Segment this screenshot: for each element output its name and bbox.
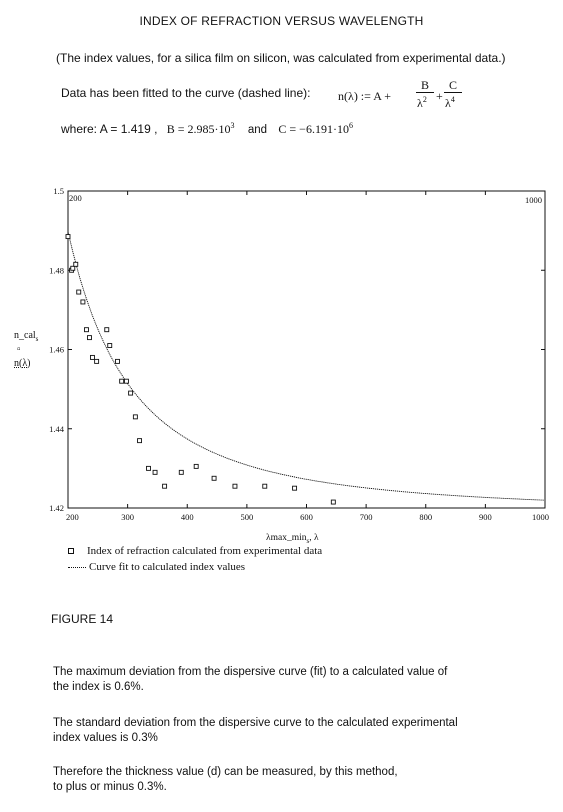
corner-label-top-right: 1000 [525, 195, 542, 205]
data-point [115, 359, 119, 363]
fit-parameters [61, 121, 353, 137]
data-point [153, 470, 157, 474]
data-point [71, 266, 75, 270]
x-tick-label: 200 [66, 512, 79, 522]
param-b: $B = 2.985\cdot 10^3$ [166, 121, 235, 136]
formula-b-den: $\lambda^2$ [417, 95, 427, 110]
formula-plus: + [436, 89, 443, 103]
data-point [84, 328, 88, 332]
x-tick-label: 1000 [532, 512, 549, 522]
data-point [133, 415, 137, 419]
data-point [105, 328, 109, 332]
data-point [138, 439, 142, 443]
y-tick-label: 1.42 [49, 503, 64, 513]
where-prefix: where: A = 1.419 , [61, 122, 158, 136]
formula-c-num: C [448, 78, 457, 92]
legend-square-icon [68, 548, 74, 554]
y-tick-label: 1.44 [49, 423, 64, 434]
plot-frame [68, 191, 545, 508]
xlabel: $\lambda\max\_\min_s$, λ [266, 533, 319, 545]
legend-dotted-line-icon [68, 567, 86, 568]
data-point [120, 379, 124, 383]
paragraph-thickness: Therefore the thickness value (d) can be measured, by this method, to plus or minus 0.3%. [53, 766, 398, 793]
paragraph-max-deviation: The maximum deviation from the dispersive curve (fit) to a calculated value of the index is 0.6%. [53, 666, 448, 693]
ylabel-ncal: n_cal$_s$ [14, 330, 39, 343]
formula-lhs: n(λ) := A + [338, 89, 392, 103]
y-tick-label: 1.46 [49, 344, 64, 355]
data-point [124, 379, 128, 383]
data-point [129, 391, 133, 395]
data-point [179, 470, 183, 474]
ylabel-marker: ▫ [17, 344, 21, 355]
data-point [233, 484, 237, 488]
fit-curve-line [68, 232, 545, 501]
data-point [95, 359, 99, 363]
formula-b-num: B [420, 78, 429, 92]
data-point [293, 486, 297, 490]
data-point [74, 262, 78, 266]
fit-description: Data has been fitted to the curve (dashed line): [61, 86, 311, 100]
page-title: INDEX OF REFRACTION VERSUS WAVELENGTH [139, 14, 424, 28]
x-tick-label: 400 [180, 512, 194, 522]
ylabel-n-lambda: n(λ) [14, 358, 31, 369]
corner-label-top-left: 200 [69, 193, 82, 203]
data-point [146, 466, 150, 470]
data-point [212, 476, 216, 480]
y-tick-label: 1.5 [53, 186, 64, 196]
data-point [90, 355, 94, 359]
figure-label: FIGURE 14 [51, 612, 114, 626]
formula-c-den: $\lambda^4$ [445, 95, 455, 110]
paragraph-std-deviation: The standard deviation from the dispersive curve to the calculated experimental index values is 0.3% [53, 717, 458, 744]
data-point [194, 464, 198, 468]
x-tick-label: 900 [479, 512, 492, 522]
legend-item-data: Index of refraction calculated from experimental data [68, 545, 322, 557]
data-point [66, 235, 70, 239]
intro-note: (The index values, for a silica film on silicon, was calculated from experimental data.) [56, 51, 506, 65]
refraction-chart [0, 180, 563, 550]
y-tick-label: 1.48 [49, 265, 64, 276]
data-point [81, 300, 85, 304]
data-point [331, 500, 335, 504]
x-tick-label: 700 [359, 512, 373, 522]
data-point [108, 344, 112, 348]
x-tick-label: 300 [121, 512, 134, 522]
x-tick-label: 800 [419, 512, 433, 522]
x-tick-label: 500 [240, 512, 254, 522]
legend-item-curve: Curve fit to calculated index values [68, 561, 245, 573]
x-tick-label: 600 [300, 512, 313, 522]
param-c: $C = -6.191\cdot 10^6$ [278, 121, 353, 136]
data-point [87, 336, 91, 340]
data-point [163, 484, 167, 488]
data-point [263, 484, 267, 488]
data-point [77, 290, 81, 294]
and-word: and [247, 124, 268, 136]
